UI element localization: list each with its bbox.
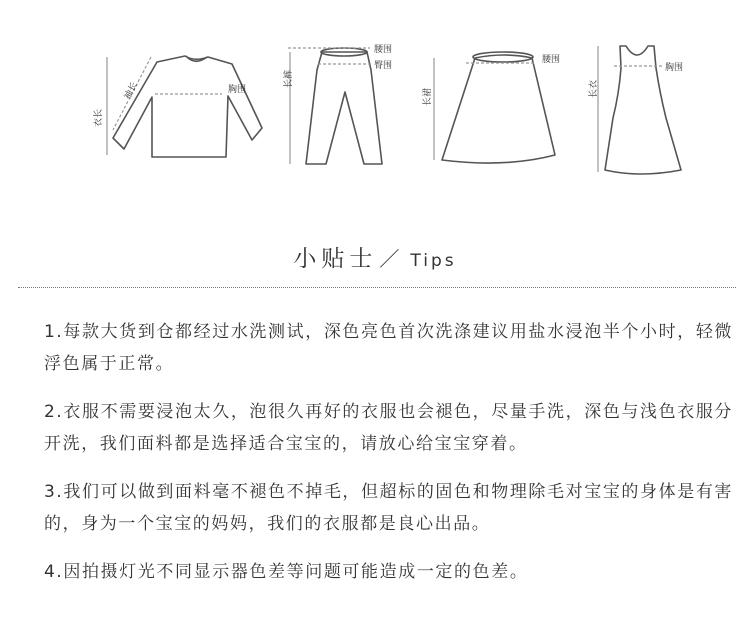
pants-waist-label: 腰围 [374, 45, 393, 55]
skirt-waist-label: 腰围 [542, 55, 561, 65]
tip-item-4: 4.因拍摄灯光不同显示器色差等问题可能造成一定的色差。 [44, 562, 529, 582]
skirt-length-label: 长裙 [423, 87, 433, 106]
tip-item-3: 3.我们可以做到面料毫不褪色不掉毛，但超标的固色和物理除毛对宝宝的身体是有害的，身为一个宝宝的妈妈，我们的衣服都是良心出品。 [44, 482, 734, 534]
tips-heading-slash: ／ [379, 247, 405, 271]
dress-length-label: 长衣 [589, 79, 599, 98]
tip-item-1: 1.每款大货到仓都经过水洗测试，深色亮色首次洗涤建议用盐水浸泡半个小时，轻微浮色属于正常。 [44, 322, 734, 374]
shirt-diagram [107, 56, 262, 157]
tips-heading-english: Tips [410, 251, 457, 271]
skirt-outline [442, 55, 555, 163]
pants-diagram [288, 48, 382, 164]
pants-hip-label: 臀围 [374, 61, 393, 71]
tips-heading [0, 240, 750, 273]
shirt-length-label: 衣长 [94, 108, 104, 127]
dress-chest-label: 胸围 [665, 63, 684, 73]
size-illustrations [0, 0, 750, 210]
pants-outline [306, 52, 382, 164]
skirt-diagram [434, 52, 555, 163]
shirt-sleeve-label: 袖长 [122, 80, 141, 102]
tips-list [44, 316, 734, 604]
tip-item-2: 2.衣服不需要浸泡太久，泡很久再好的衣服也会褪色，尽量手洗，深色与浅色衣服分开洗，我们面料都是选择适合宝宝的，请放心给宝宝穿着。 [44, 402, 734, 454]
tips-heading-chinese: 小贴士 [293, 246, 378, 272]
pants-length-label: 长裤 [284, 69, 294, 88]
shirt-chest-label: 胸围 [228, 85, 247, 95]
shirt-outline [113, 56, 262, 157]
dotted-divider [18, 287, 736, 288]
